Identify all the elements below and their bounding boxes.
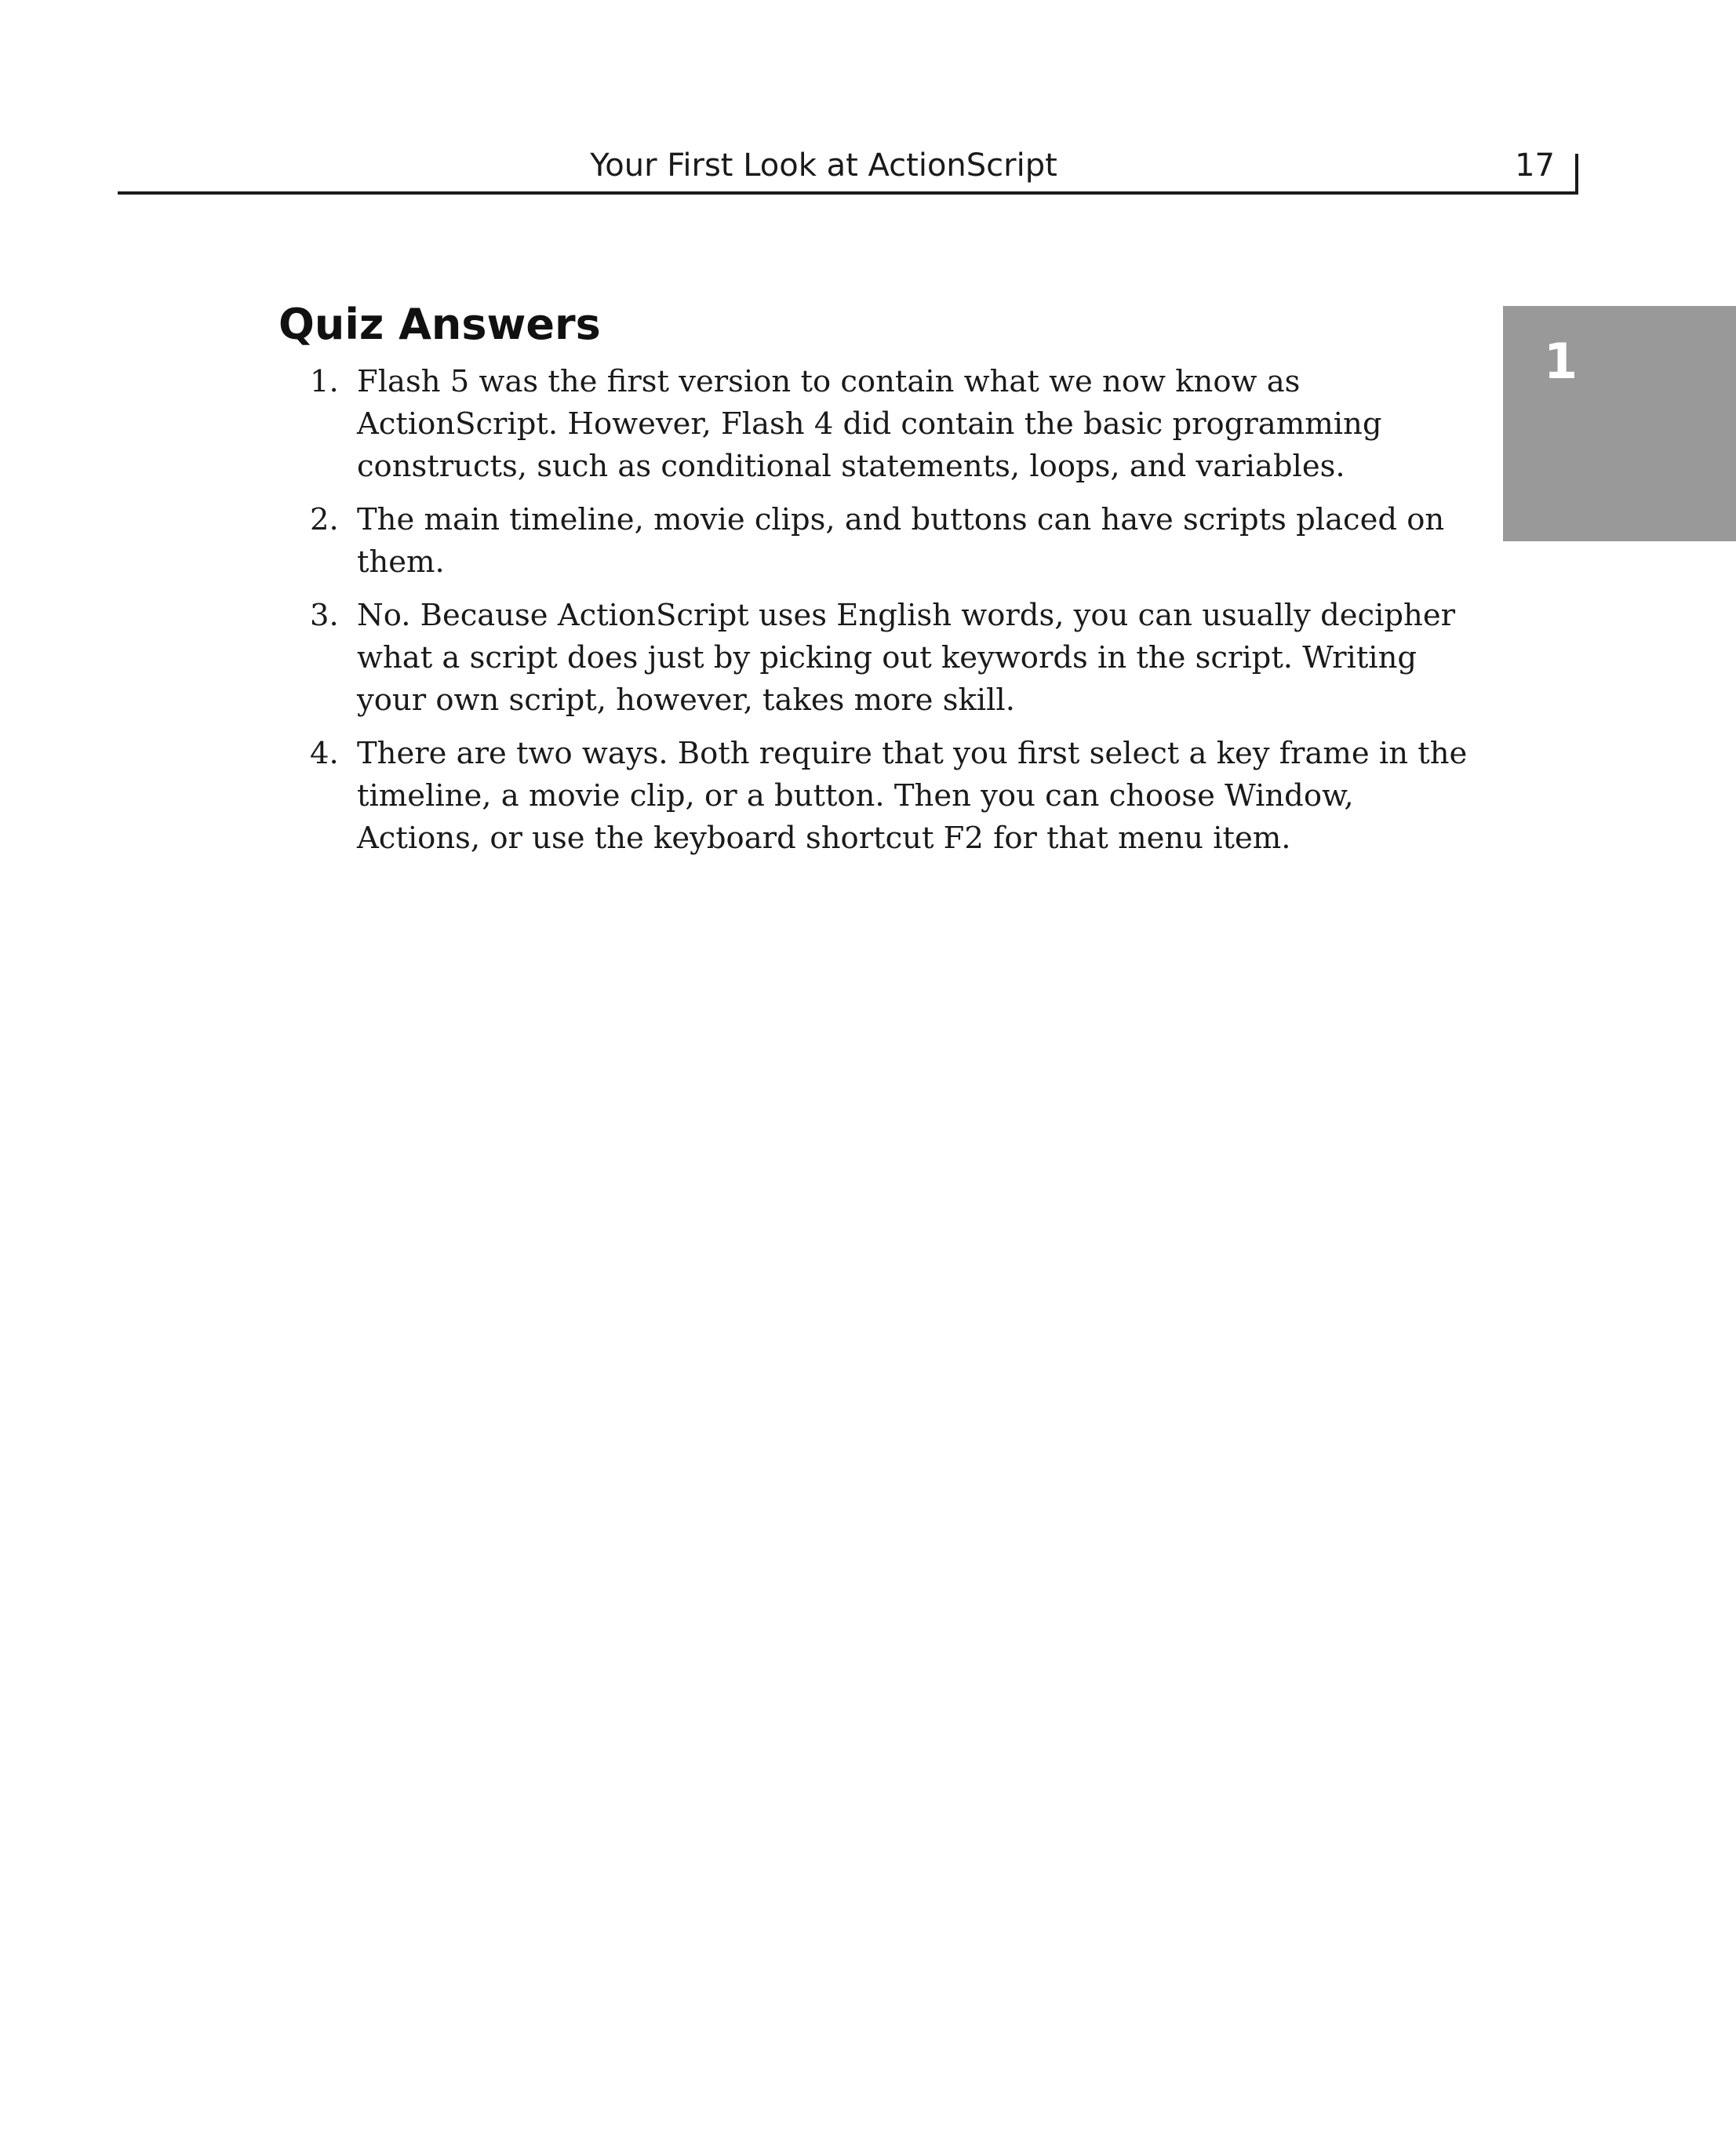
answer-text: The main timeline, movie clips, and buttons can have scripts placed on them. (357, 502, 1445, 580)
answer-number: 1. (310, 364, 339, 399)
header-tick (1575, 154, 1578, 195)
page-number: 17 (1515, 147, 1555, 184)
answer-text: Flash 5 was the first version to contain what we now know as ActionScript. However, Flash 4 did contain the basic programming constructs, such as conditional statements, loops, and variables. (357, 364, 1382, 484)
quiz-answer-list (310, 361, 1471, 871)
header-title: Your First Look at ActionScript (590, 147, 1057, 184)
chapter-tab-number: 1 (1544, 333, 1578, 390)
quiz-answer-item (310, 361, 1471, 488)
answer-number: 4. (310, 736, 339, 771)
quiz-answer-item (310, 499, 1471, 584)
answer-number: 3. (310, 598, 339, 633)
answer-number: 2. (310, 502, 339, 537)
answer-text: There are two ways. Both require that you first select a key frame in the timeline, a movie clip, or a button. Then you can choose Window, Actions, or use the keyboard shortcut F2 for that menu item. (357, 736, 1468, 856)
header-rule (118, 191, 1578, 195)
chapter-tab (1503, 306, 1736, 541)
quiz-answer-item (310, 595, 1471, 722)
running-header (118, 138, 1578, 196)
section-heading: Quiz Answers (278, 300, 601, 349)
quiz-answer-item (310, 733, 1471, 860)
answer-text: No. Because ActionScript uses English words, you can usually decipher what a script does just by picking out keywords in the script. Writing your own script, however, takes more skill. (357, 598, 1456, 718)
